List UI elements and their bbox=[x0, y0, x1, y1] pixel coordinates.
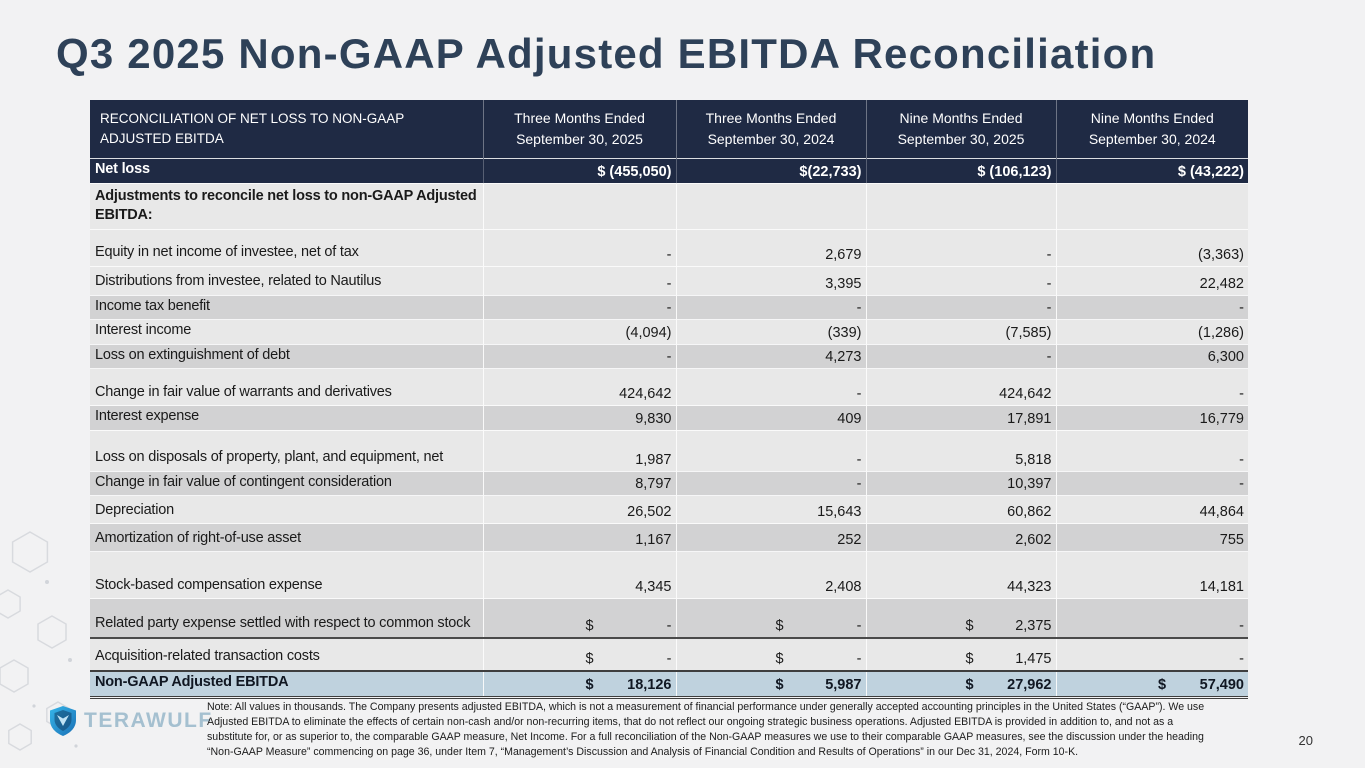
table-row bbox=[90, 430, 1248, 471]
cell-value: $ - bbox=[483, 599, 676, 638]
reconciliation-table bbox=[90, 100, 1248, 699]
header-col-9m-2024: Nine Months Ended September 30, 2024 bbox=[1056, 100, 1248, 158]
cell-value: - bbox=[676, 295, 866, 320]
table-row bbox=[90, 266, 1248, 295]
cell-value: 424,642 bbox=[866, 369, 1056, 406]
cell-value: 26,502 bbox=[483, 496, 676, 524]
cell-value bbox=[1056, 183, 1248, 229]
cell-value: 10,397 bbox=[866, 471, 1056, 496]
cell-value: 2,408 bbox=[676, 552, 866, 599]
cell-value: - bbox=[1056, 471, 1248, 496]
cell-value: - bbox=[483, 344, 676, 369]
row-label: Amortization of right-of-use asset bbox=[90, 524, 483, 552]
header-reconciliation-label: RECONCILIATION OF NET LOSS TO NON-GAAP ADJUSTED EBITDA bbox=[90, 100, 483, 158]
cell-value: (3,363) bbox=[1056, 229, 1248, 266]
cell-value: 9,830 bbox=[483, 406, 676, 431]
cell-value: $ (43,222) bbox=[1056, 158, 1248, 183]
table-row bbox=[90, 524, 1248, 552]
row-label: Interest expense bbox=[90, 406, 483, 431]
table-row bbox=[90, 158, 1248, 183]
row-label: Interest income bbox=[90, 320, 483, 345]
table-row bbox=[90, 369, 1248, 406]
cell-value: $ 57,490 bbox=[1056, 671, 1248, 697]
cell-value: 1,987 bbox=[483, 430, 676, 471]
cell-value: $ (106,123) bbox=[866, 158, 1056, 183]
table-row bbox=[90, 471, 1248, 496]
cell-value: - bbox=[1056, 369, 1248, 406]
footnote: Note: All values in thousands. The Company presents adjusted EBITDA, which is not a measurement of financial performance under generally accepted accounting principles in the United States (“GAAP”). We use Adjusted EBITDA to eliminate the effects of certain non-cash and/or non-recurring items, that do not reflect our ongoing strategic business operations. Adjusted EBITDA is provided in addition to, and not as a substitute for, or as superior to, the comparable GAAP measure, Net Income. For a full reconciliation of the Non-GAAP measures we use to their comparable GAAP measures, see the discussion under the heading “Non-GAAP Measure” commencing on page 36, under Item 7, “Management’s Discussion and Analysis of Financial Condition and Results of Operations” in our Dec 31, 2024, Form 10-K. bbox=[207, 701, 1205, 759]
cell-value: 2,602 bbox=[866, 524, 1056, 552]
row-label: Non-GAAP Adjusted EBITDA bbox=[90, 671, 483, 697]
row-label: Change in fair value of warrants and derivatives bbox=[90, 369, 483, 406]
row-label: Loss on extinguishment of debt bbox=[90, 344, 483, 369]
cell-value: (339) bbox=[676, 320, 866, 345]
header-col-9m-2025: Nine Months Ended September 30, 2025 bbox=[866, 100, 1056, 158]
row-label: Net loss bbox=[90, 158, 483, 183]
cell-value: - bbox=[483, 295, 676, 320]
row-label: Equity in net income of investee, net of tax bbox=[90, 229, 483, 266]
cell-value: - bbox=[676, 430, 866, 471]
cell-value: $ 5,987 bbox=[676, 671, 866, 697]
table-header-row bbox=[90, 100, 1248, 158]
cell-value: - bbox=[866, 266, 1056, 295]
cell-value: $ - bbox=[676, 638, 866, 671]
cell-value: $ 18,126 bbox=[483, 671, 676, 697]
cell-value bbox=[866, 183, 1056, 229]
row-label: Loss on disposals of property, plant, and equipment, net bbox=[90, 430, 483, 471]
cell-value: 3,395 bbox=[676, 266, 866, 295]
table-row bbox=[90, 295, 1248, 320]
cell-value: $ - bbox=[676, 599, 866, 638]
table-row bbox=[90, 406, 1248, 431]
table-row bbox=[90, 496, 1248, 524]
cell-value: 4,273 bbox=[676, 344, 866, 369]
cell-value: 409 bbox=[676, 406, 866, 431]
cell-value: - bbox=[1056, 638, 1248, 671]
cell-value: - bbox=[866, 229, 1056, 266]
cell-value: 1,167 bbox=[483, 524, 676, 552]
cell-value: - bbox=[483, 266, 676, 295]
cell-value: 8,797 bbox=[483, 471, 676, 496]
cell-value: - bbox=[866, 344, 1056, 369]
cell-value: 15,643 bbox=[676, 496, 866, 524]
row-label: Depreciation bbox=[90, 496, 483, 524]
cell-value: 22,482 bbox=[1056, 266, 1248, 295]
cell-value: $ 27,962 bbox=[866, 671, 1056, 697]
header-col-3m-2024: Three Months Ended September 30, 2024 bbox=[676, 100, 866, 158]
page-number: 20 bbox=[1298, 733, 1313, 748]
cell-value: 424,642 bbox=[483, 369, 676, 406]
cell-value: 44,864 bbox=[1056, 496, 1248, 524]
cell-value: - bbox=[676, 471, 866, 496]
logo-wordmark: TERAWULF bbox=[84, 709, 213, 732]
row-label: Acquisition-related transaction costs bbox=[90, 638, 483, 671]
table-row bbox=[90, 552, 1248, 599]
cell-value: - bbox=[676, 369, 866, 406]
cell-value: 252 bbox=[676, 524, 866, 552]
cell-value: 17,891 bbox=[866, 406, 1056, 431]
row-label: Distributions from investee, related to Nautilus bbox=[90, 266, 483, 295]
cell-value: 60,862 bbox=[866, 496, 1056, 524]
cell-value: - bbox=[1056, 430, 1248, 471]
cell-value: - bbox=[483, 229, 676, 266]
cell-value: - bbox=[866, 295, 1056, 320]
cell-value: 755 bbox=[1056, 524, 1248, 552]
page-title: Q3 2025 Non-GAAP Adjusted EBITDA Reconciliation bbox=[56, 30, 1157, 77]
cell-value: (4,094) bbox=[483, 320, 676, 345]
header-col-3m-2025: Three Months Ended September 30, 2025 bbox=[483, 100, 676, 158]
cell-value: 14,181 bbox=[1056, 552, 1248, 599]
terawulf-logo bbox=[50, 706, 213, 736]
cell-value: $ - bbox=[483, 638, 676, 671]
cell-value: - bbox=[1056, 599, 1248, 638]
cell-value: $ 2,375 bbox=[866, 599, 1056, 638]
cell-value: (1,286) bbox=[1056, 320, 1248, 345]
cell-value: 44,323 bbox=[866, 552, 1056, 599]
cell-value: 5,818 bbox=[866, 430, 1056, 471]
row-label: Stock-based compensation expense bbox=[90, 552, 483, 599]
cell-value bbox=[676, 183, 866, 229]
row-label: Income tax benefit bbox=[90, 295, 483, 320]
row-label: Related party expense settled with respect to common stock bbox=[90, 599, 483, 638]
cell-value: $ (455,050) bbox=[483, 158, 676, 183]
cell-value: $ 1,475 bbox=[866, 638, 1056, 671]
row-label: Adjustments to reconcile net loss to non-GAAP Adjusted EBITDA: bbox=[90, 183, 483, 229]
terawulf-shield-icon bbox=[50, 706, 76, 736]
cell-value: 6,300 bbox=[1056, 344, 1248, 369]
table-row bbox=[90, 344, 1248, 369]
cell-value: 4,345 bbox=[483, 552, 676, 599]
cell-value: - bbox=[1056, 295, 1248, 320]
table-row bbox=[90, 183, 1248, 229]
table-row bbox=[90, 671, 1248, 697]
cell-value: $(22,733) bbox=[676, 158, 866, 183]
table-row bbox=[90, 229, 1248, 266]
row-label: Change in fair value of contingent consideration bbox=[90, 471, 483, 496]
cell-value: 16,779 bbox=[1056, 406, 1248, 431]
cell-value: 2,679 bbox=[676, 229, 866, 266]
table-row bbox=[90, 638, 1248, 671]
cell-value: (7,585) bbox=[866, 320, 1056, 345]
cell-value bbox=[483, 183, 676, 229]
table-row bbox=[90, 599, 1248, 638]
table-row bbox=[90, 320, 1248, 345]
